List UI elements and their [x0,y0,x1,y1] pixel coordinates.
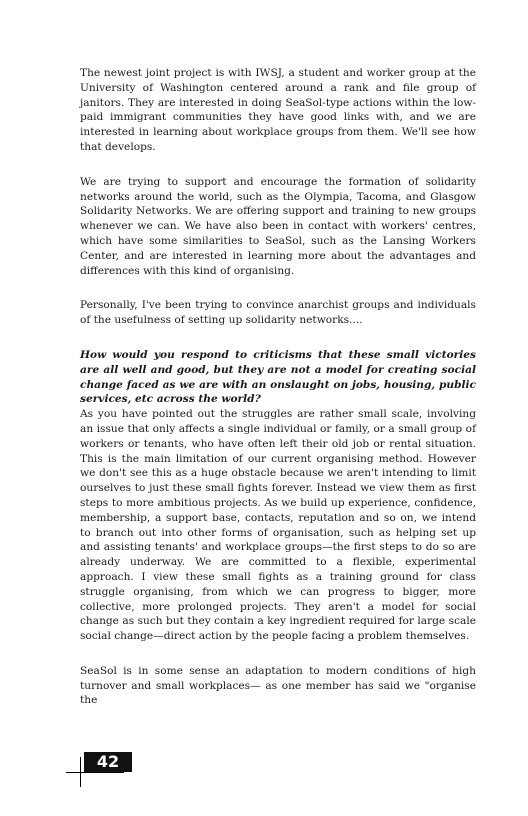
crop-mark-horizontal [66,772,124,773]
interview-question: How would you respond to criticisms that these small victories are all well and good, but they are not a model for creating social change faced as we are with an onslaught on jobs, housing, public services, etc across the world? [80,348,476,406]
paragraph-personally: Personally, I've been trying to convince anarchist groups and individuals of the usefulness of setting up solidarity networks.... [80,299,476,327]
paragraph-seasol-adaptation: SeaSol is in some sense an adaptation to modern conditions of high turnover and small workplaces— as one member has said we "organise the [80,664,476,707]
page-number: 42 [84,752,132,772]
page-body [80,66,476,728]
paragraph-iwsj: The newest joint project is with IWSJ, a student and worker group at the University of Washington centered around a rank and file group of janitors. They are interested in doing SeaSol-type actions within the low-paid immigrant communities they have good links with, and we are interested in learning about workplace groups from them. We'll see how that develops. [80,67,476,153]
crop-mark-vertical [80,757,81,787]
paragraph-solidarity-networks: We are trying to support and encourage the formation of solidarity networks around the world, such as the Olympia, Tacoma, and Glasgow Solidarity Networks. We are offering support and training to new groups whenever we can. We have also been in contact with workers' centres, which have some similarities to SeaSol, such as the Lansing Workers Center, and are interested in learning more about the advantages and differences with this kind of organising. [80,175,476,277]
interview-answer: As you have pointed out the struggles are rather small scale, involving an issue that only affects a single individual or family, or a small group of workers or tenants, who have often left their old job or rental situation. This is the main limitation of our current organising method. However we don't see this as a huge obstacle because we aren't intending to limit ourselves to just these small fights forever. Instead we view them as first steps to more ambitious projects. As we build up experience, confidence, membership, a support base, contacts, reputation and so on, we intend to branch out into other forms of organisation, such as helping set up and assisting tenants' and workplace groups—the first steps to do so are already underway. We are committed to a flexible, experimental approach. I view these small fights as a training ground for class struggle organising, from which we can progress to bigger, more collective, more prolonged projects. They aren't a model for social change as such but they contain a key ingredient required for large scale social change—direct action by the people facing a problem themselves. [80,408,476,643]
